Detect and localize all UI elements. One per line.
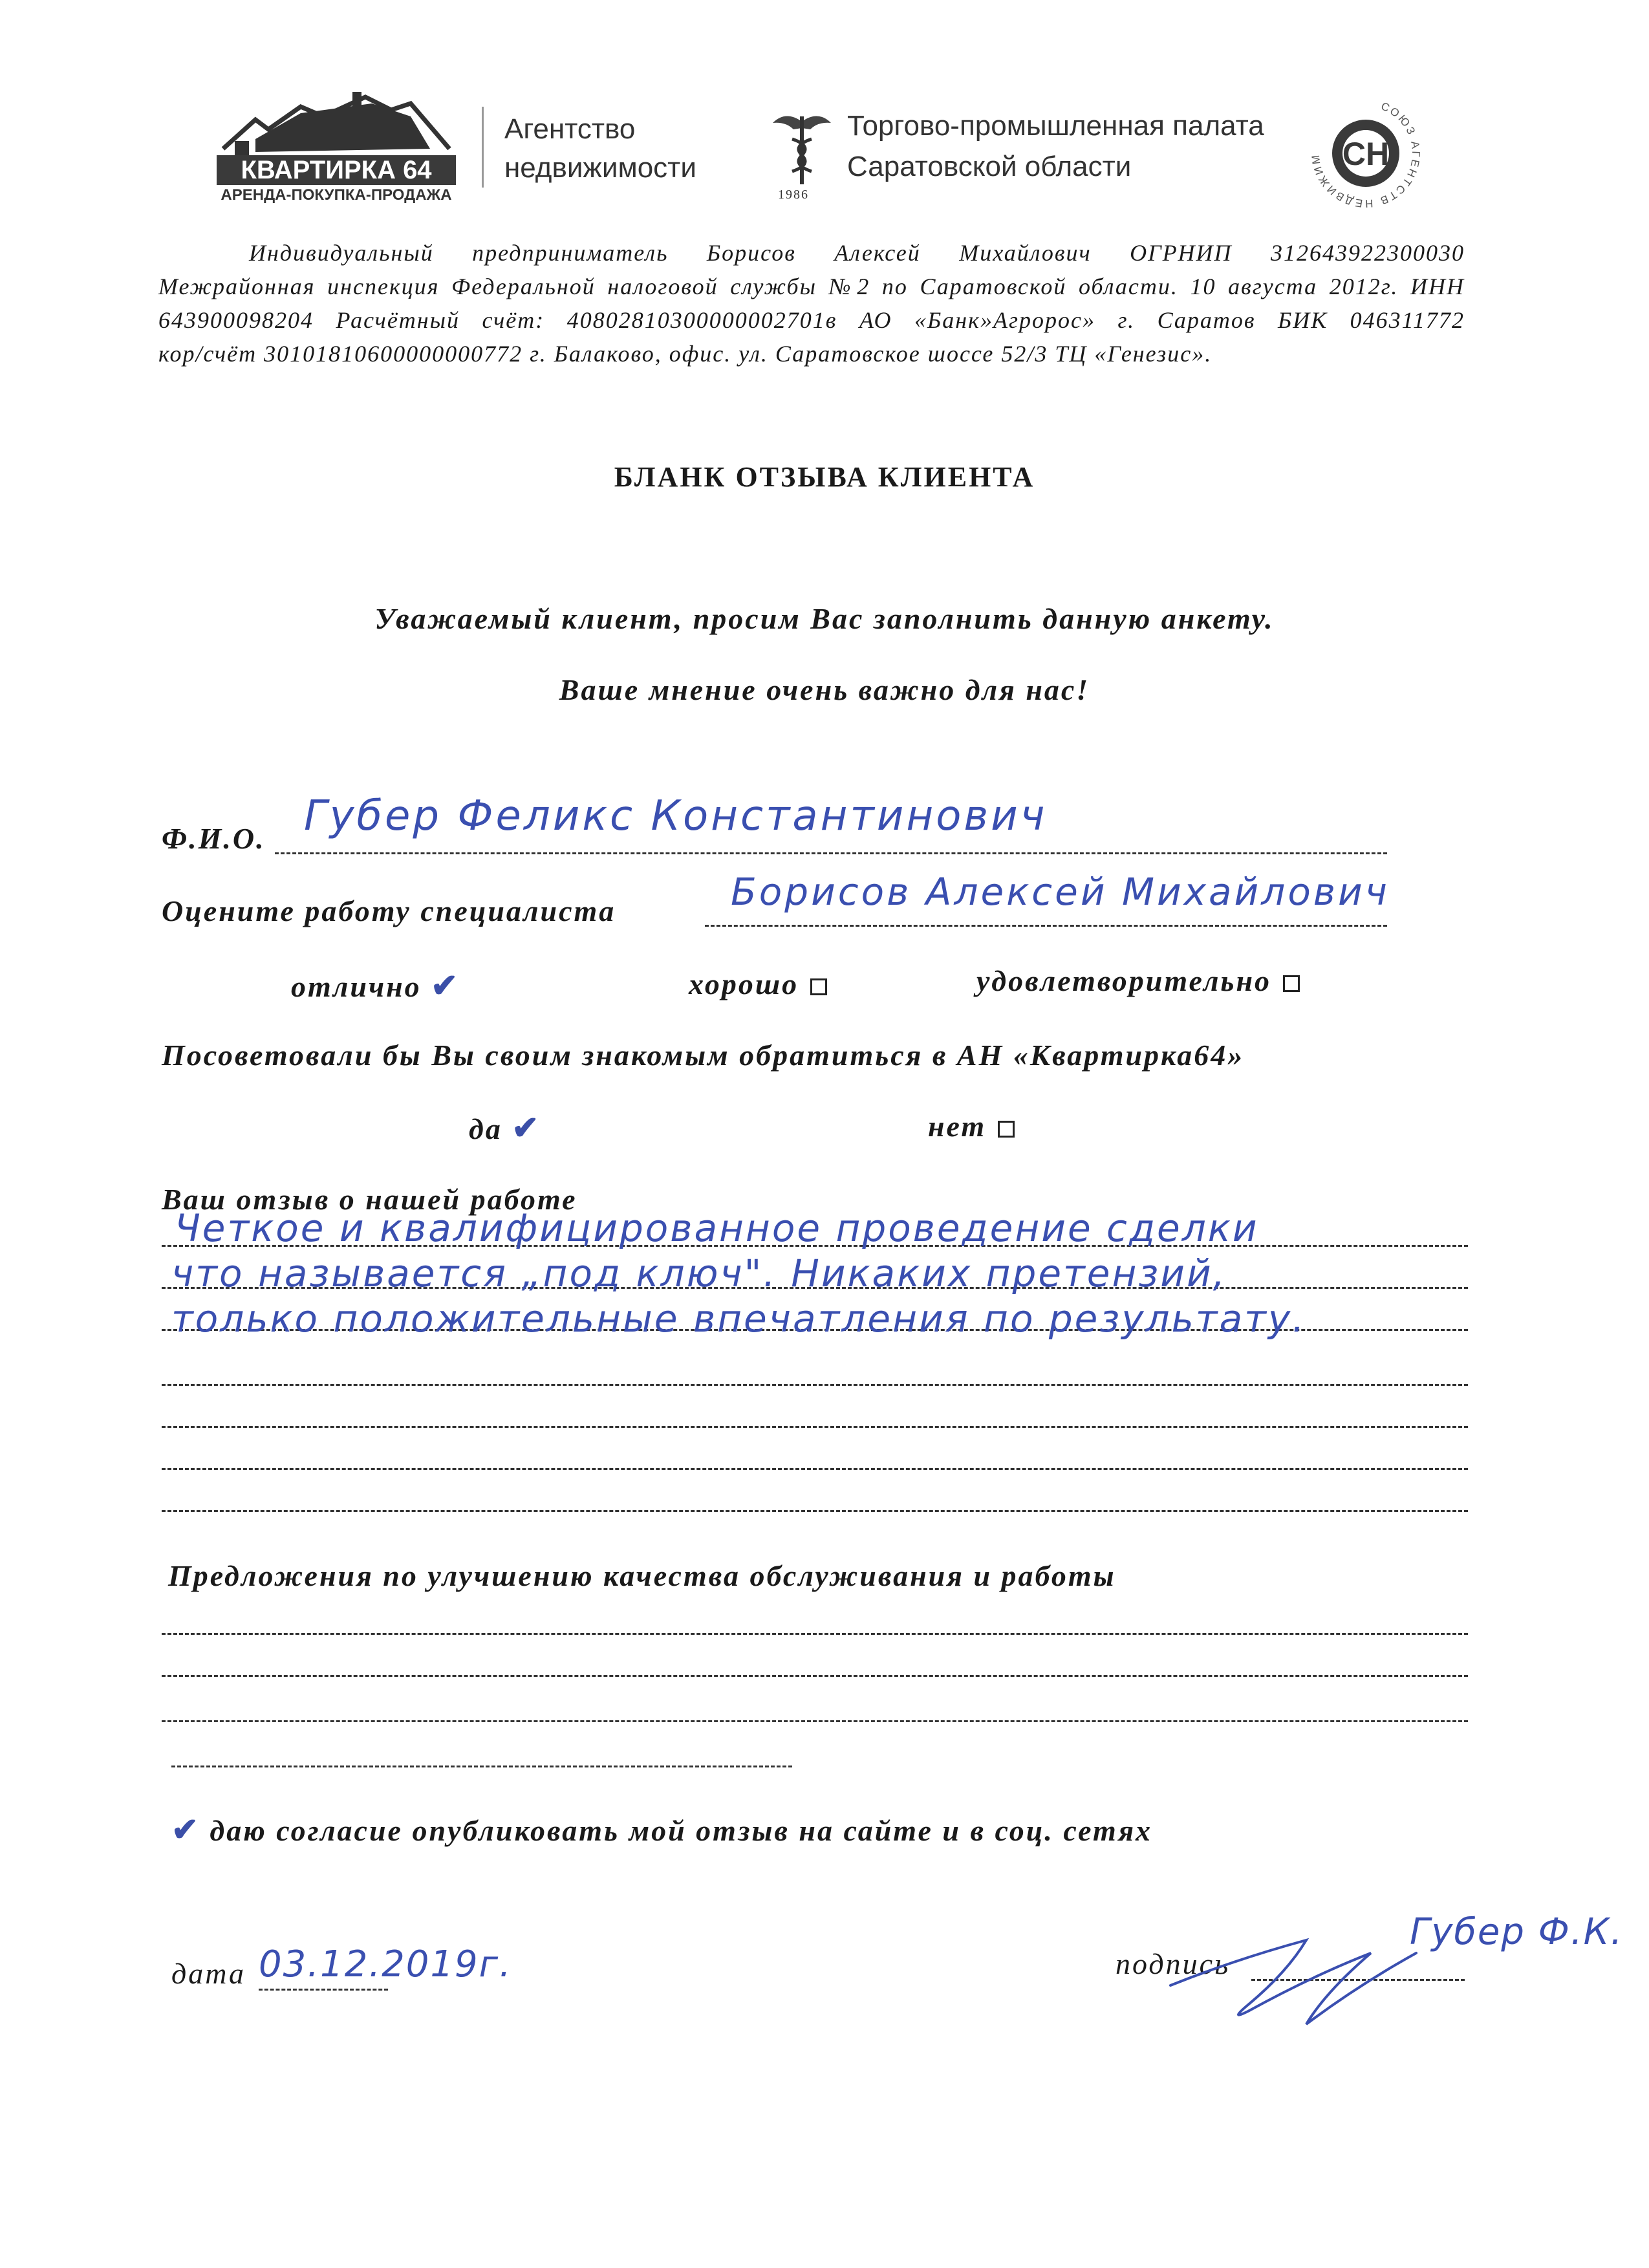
option-excellent-label: отлично	[291, 970, 422, 1003]
review-line-4	[162, 1384, 1468, 1386]
option-yes[interactable]	[469, 1109, 541, 1147]
suggestions-line-2	[162, 1675, 1468, 1677]
recommend-label: Посоветовали бы Вы своим знакомым обратиться в АН «Квартирка64»	[162, 1039, 1245, 1072]
suggestions-label: Предложения по улучшению качества обслуживания и работы	[168, 1559, 1116, 1592]
requisites-line2: Межрайонная инспекция Федеральной налоговой службы №2 по Саратовской области. 10 августа 2012г. ИНН	[158, 274, 1465, 299]
union-seal-icon	[1310, 97, 1423, 210]
house-roof-icon	[217, 91, 456, 162]
option-good-label: хорошо	[689, 967, 799, 1000]
checkbox-icon	[998, 1121, 1015, 1138]
rate-label: Оцените работу специалиста	[162, 894, 616, 927]
date-label: дата	[171, 1957, 246, 1990]
chamber-emblem	[766, 103, 837, 207]
option-excellent[interactable]	[291, 967, 460, 1004]
fio-line	[275, 852, 1387, 854]
checkmark-icon: ✔	[171, 1811, 200, 1848]
signature-label: подпись	[1116, 1947, 1231, 1980]
checkbox-icon	[810, 978, 827, 995]
review-line-7	[162, 1510, 1468, 1512]
union-seal-text: СОЮЗ АГЕНТСТВ НЕДВИЖИМ	[1310, 100, 1423, 210]
review-text-line2: что называется „под ключ". Никаких претензий,	[171, 1251, 1227, 1295]
signature-name: Губер Ф.К.	[1410, 1911, 1624, 1953]
option-no-label: нет	[928, 1110, 987, 1143]
checkbox-icon	[1283, 975, 1300, 992]
consent-checkbox[interactable]	[171, 1811, 1152, 1848]
review-line-6	[162, 1468, 1468, 1470]
intro-line1: Уважаемый клиент, просим Вас заполнить данную анкету.	[374, 602, 1275, 635]
review-text-line1: Четкое и квалифицированное проведение сделки	[175, 1206, 1259, 1250]
suggestions-line-3	[162, 1720, 1468, 1722]
union-seal	[1310, 97, 1423, 210]
chamber-line2: Саратовской области	[847, 151, 1132, 182]
consent-label: даю согласие опубликовать мой отзыв на сайте и в соц. сетях	[210, 1814, 1153, 1847]
logo-tagline: АРЕНДА-ПОКУПКА-ПРОДАЖА	[221, 186, 452, 204]
svg-text:СН: СН	[1342, 136, 1390, 172]
header	[0, 0, 1649, 213]
date-value: 03.12.2019г.	[259, 1943, 512, 1985]
rate-line	[705, 925, 1387, 927]
agency-label-line1: Агентство	[504, 113, 636, 145]
review-text-line3: только положительные впечатления по результату.	[171, 1297, 1306, 1341]
review-label: Ваш отзыв о нашей работе	[162, 1183, 577, 1216]
option-good[interactable]	[689, 967, 827, 1001]
signature-scribble-icon	[1158, 1914, 1429, 2044]
fio-label: Ф.И.О.	[162, 822, 266, 855]
checkmark-icon: ✔	[512, 1110, 541, 1146]
agency-label-line2: недвижимости	[504, 152, 696, 184]
suggestions-line-1	[162, 1633, 1468, 1635]
agency-logo	[217, 91, 456, 207]
date-line	[259, 1989, 388, 1991]
option-no[interactable]	[928, 1109, 1015, 1143]
requisites-line1: Индивидуальный предприниматель Борисов Алексей Михайлович ОГРНИП 312643922300030	[249, 240, 1465, 266]
logo-brand: КВАРТИРКА 64	[217, 155, 456, 185]
intro-line2: Ваше мнение очень важно для нас!	[559, 673, 1090, 706]
option-yes-label: да	[469, 1112, 502, 1145]
requisites-line4: кор/счёт 30101810600000000772 г. Балаково, офис. ул. Саратовское шоссе 52/3 ТЦ «Генезис».	[158, 341, 1212, 367]
chamber-year: 1986	[778, 188, 809, 202]
fio-value: Губер Феликс Константинович	[304, 792, 1048, 840]
chamber-line1: Торгово-промышленная палата	[847, 110, 1264, 142]
checkmark-icon: ✔	[431, 967, 460, 1004]
rate-value: Борисов Алексей Михайлович	[731, 870, 1390, 914]
requisites-block	[158, 236, 1465, 371]
form-title: БЛАНК ОТЗЫВА КЛИЕНТА	[614, 461, 1035, 493]
option-satisfactory-label: удовлетворительно	[976, 964, 1271, 997]
header-divider	[482, 107, 484, 188]
requisites-line3: 643900098204 Расчётный счёт: 40802810300000002701в АО «Банк»Агророс» г. Саратов БИК 046311772	[158, 307, 1465, 333]
review-line-5	[162, 1426, 1468, 1428]
suggestions-line-4	[171, 1766, 792, 1767]
caduceus-icon	[766, 103, 837, 188]
option-satisfactory[interactable]	[976, 964, 1300, 998]
